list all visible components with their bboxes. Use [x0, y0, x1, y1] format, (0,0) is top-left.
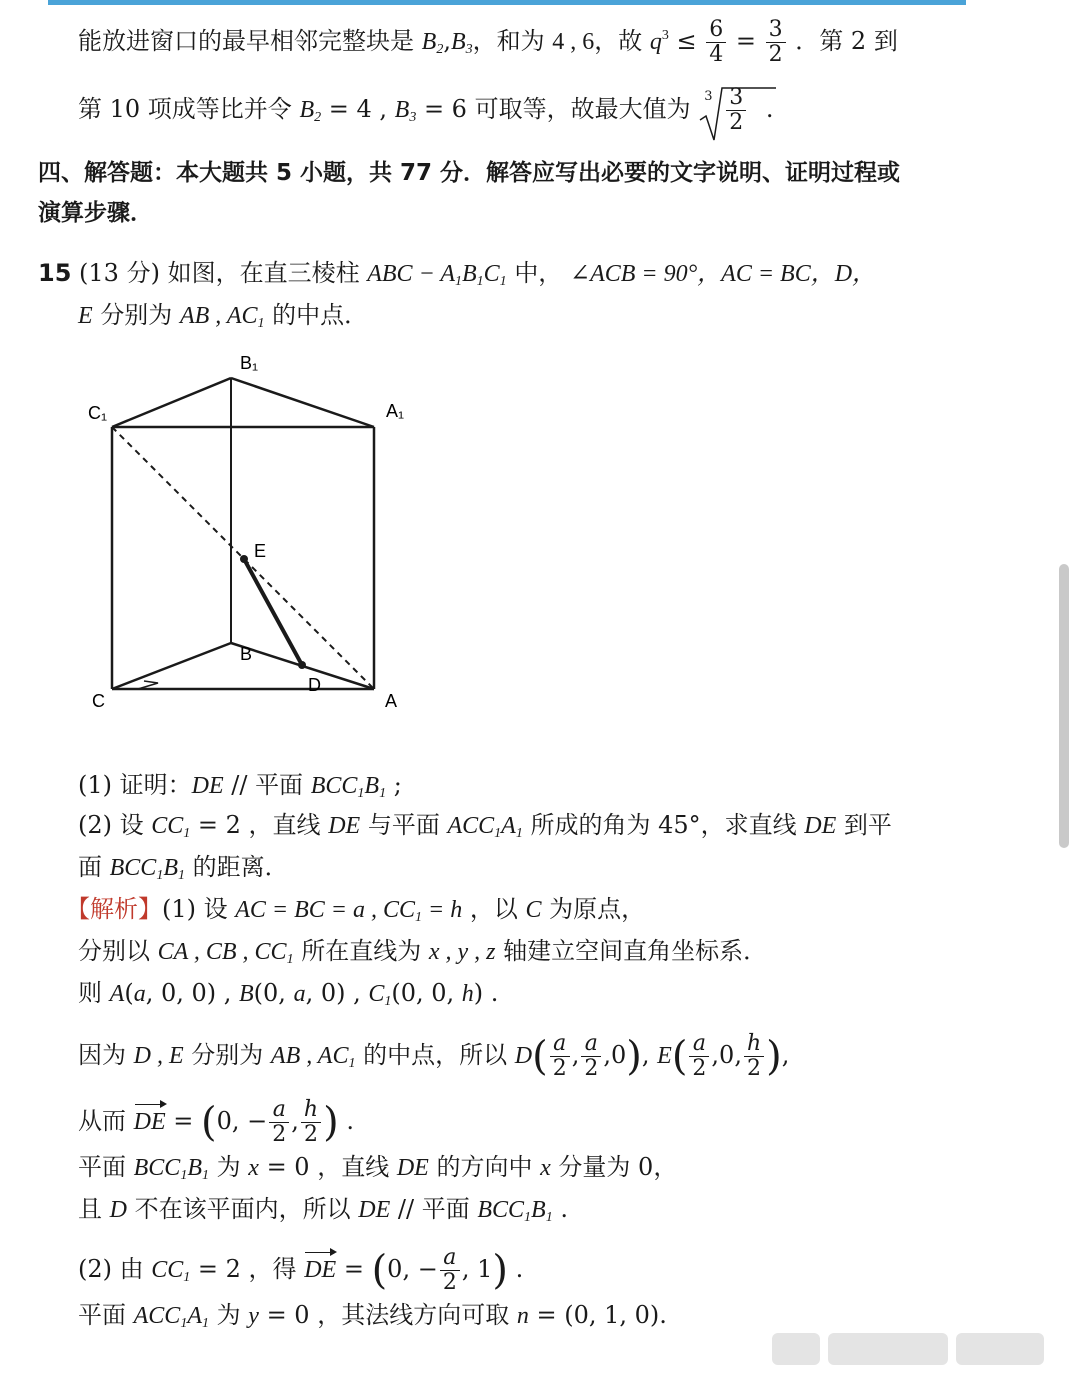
text-line-2: 第 10 项成等比并令 $B_2 = 4$ , $B_3 = 6$ 可取等，故最大值为 3 $\frac{3}{2}$ .	[78, 86, 774, 135]
fraction: $\frac{6}{4}$	[706, 18, 726, 67]
subquestion-2-line-2: 面 $BCC_1B_1$ 的距离．	[78, 853, 289, 883]
math-values: 4 , 6	[552, 29, 595, 55]
problem-score: (13 分)	[79, 259, 160, 287]
solution-line-3: 则 A(a, 0, 0) , B(0, a, 0) , $C_1(0$, 0, h) .	[78, 979, 499, 1009]
vertical-scrollbar[interactable]	[1059, 564, 1069, 848]
solution-line-9: 平面 $ACC_1A_1$ 为 y = 0 ，其法线方向可取 n = (0, 1, 0).	[78, 1301, 667, 1331]
solution-tag: 【解析】	[66, 895, 162, 923]
fraction: $\frac{3}{2}$	[766, 18, 786, 67]
text-segment: 的中点．	[272, 301, 369, 329]
text-segment: ，故	[594, 27, 643, 55]
text-segment: 第 10 项成等比并令	[78, 95, 292, 123]
prism-figure	[80, 345, 420, 715]
solution-line-5: 从而 DE = (0, − $\frac{a}{2}$ , $\frac{h}{2}$ ) .	[78, 1097, 354, 1147]
point-D	[298, 661, 306, 669]
watermark-blur	[772, 1333, 820, 1365]
subquestion-1: (1) 证明：DE // 平面 $BCC_1B_1$ ;	[78, 771, 402, 801]
top-accent-bar	[48, 0, 966, 5]
label-D: D	[308, 675, 321, 695]
text-segment: 中，	[514, 259, 563, 287]
cube-root: 3 $\frac{3}{2}$	[698, 86, 748, 135]
label-A: A	[385, 691, 398, 711]
text-line-1: 能放进窗口的最早相邻完整块是 $B_2,B_3$，和为 4 , 6，故 $q^3$ ≤ $\frac{6}{4}$ = $\frac{3}{2}$ ．第 2 到	[78, 17, 898, 67]
label-B: B	[240, 644, 253, 664]
solution-line-7: 且 D 不在该平面内，所以 DE // 平面 $BCC_1B_1$ .	[78, 1195, 568, 1225]
label-C1: C₁	[88, 403, 108, 423]
problem-number: 15	[38, 259, 72, 287]
watermark-blur	[828, 1333, 948, 1365]
label-C: C	[92, 691, 105, 711]
solution-line-6: 平面 $BCC_1B_1$ 为 x = 0 ，直线 DE 的方向中 x 分量为 0，	[78, 1153, 678, 1183]
solution-line-4: 因为 D , E 分别为 AB , $AC_1$ 的中点，所以 D( $\frac{a}{2}$ , $\frac{a}{2}$ ,0), E( $\frac{a}{2}$ ,0, $\frac{h}{2}$ ),	[78, 1031, 790, 1081]
section-header-line-1: 四、解答题：本大题共 5 小题，共 77 分．解答应写出必要的文字说明、证明过程或	[38, 160, 901, 186]
text-segment: 如图，在直三棱柱	[167, 259, 360, 287]
watermark-blur	[956, 1333, 1044, 1365]
point-E	[240, 555, 248, 563]
solution-line-8: (2) 由 $CC_1 = 2$ ，得 DE = (0, − $\frac{a}{2}$ , 1) .	[78, 1245, 524, 1295]
text-segment: 分别为	[100, 301, 173, 329]
problem-stem-line-2: E 分别为 AB , $AC_1$ 的中点．	[78, 301, 369, 331]
section-header-line-2: 演算步骤．	[38, 200, 153, 226]
text-segment: 能放进窗口的最早相邻完整块是	[78, 27, 414, 55]
text-segment: 可取等，故最大值为	[474, 95, 691, 123]
label-A1: A₁	[386, 401, 405, 421]
text-segment: ，和为	[472, 27, 545, 55]
text-segment: ．第 2 到	[795, 27, 898, 55]
problem-stem-line-1: 15 (13 分) 如图，在直三棱柱 ABC − $A_1B_1C_1$ 中， ∠ACB = 90°，AC = BC，D，	[38, 259, 877, 289]
solution-line-2: 分别以 CA , CB , $CC_1$ 所在直线为 x , y , z 轴建立空间直角坐标系．	[78, 937, 768, 967]
math-segment: ∠ACB = 90°，AC = BC，D，	[569, 261, 877, 287]
label-E: E	[254, 541, 267, 561]
solution-line-1: 【解析】(1) 设 AC = BC = a , $CC_1 = h$ ，以 C 为原点，	[66, 895, 646, 925]
label-B1: B₁	[240, 353, 259, 373]
subquestion-2-line-1: (2) 设 $CC_1 = 2$ ，直线 DE 与平面 $ACC_1A_1$ 所成的角为 45°，求直线 DE 到平	[78, 811, 892, 841]
